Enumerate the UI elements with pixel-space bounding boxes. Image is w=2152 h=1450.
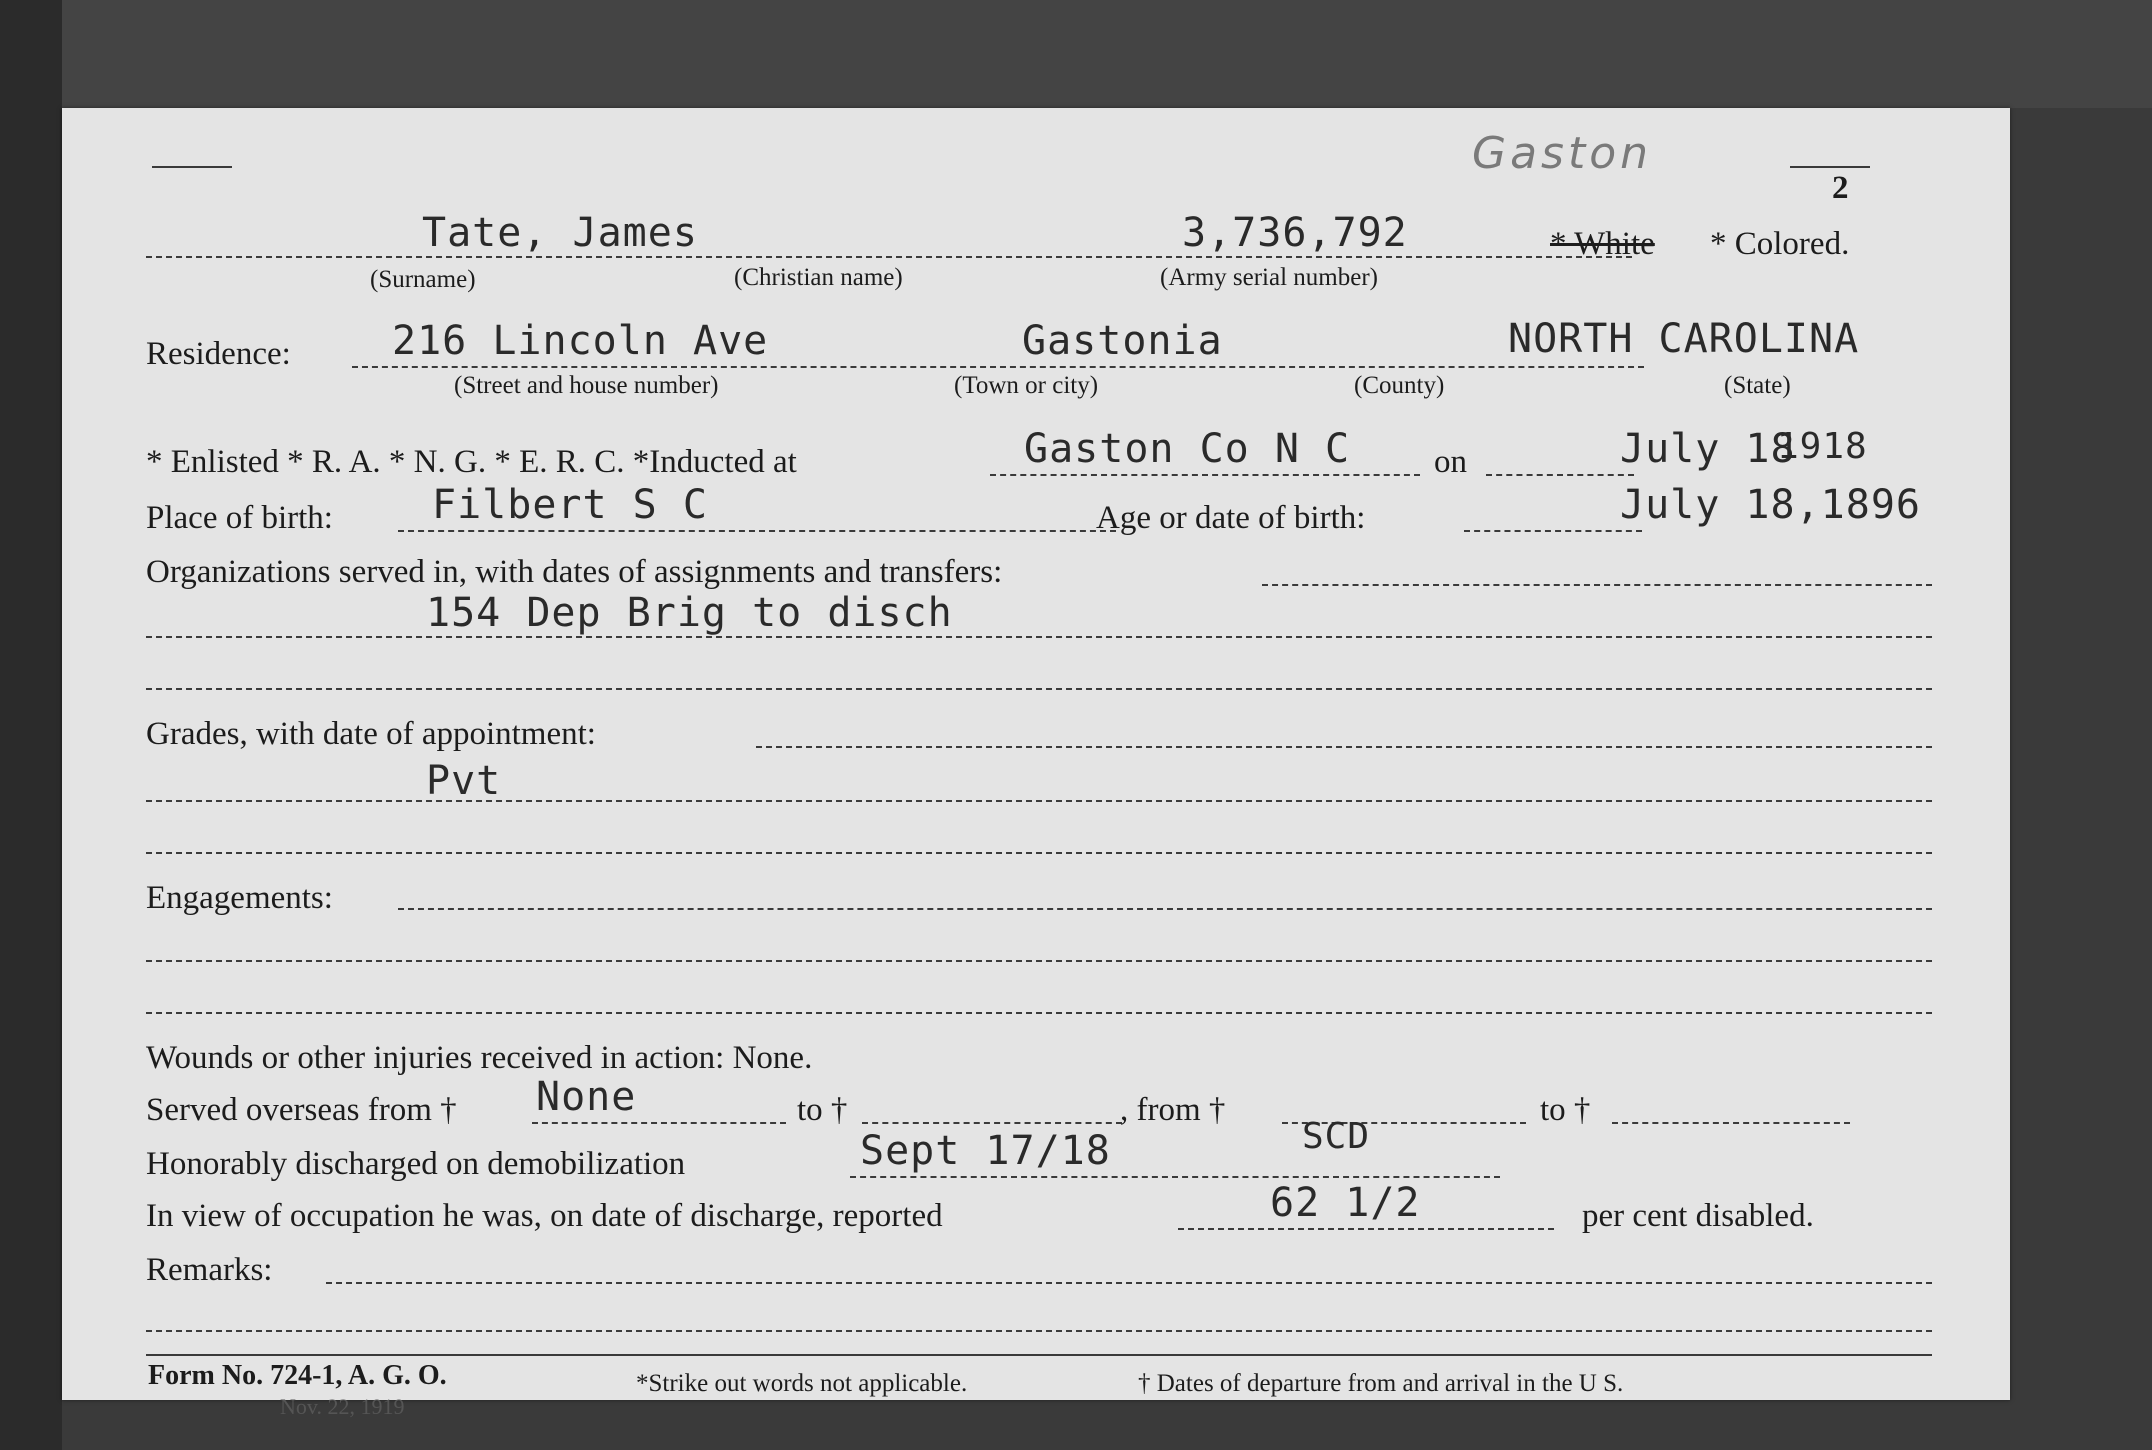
christian-name-caption: (Christian name): [734, 264, 903, 291]
county-caption: (County): [1354, 372, 1445, 399]
birth-date-value: July 18,1896: [1620, 482, 1921, 528]
residence-label: Residence:: [146, 336, 291, 372]
top-right-rule: [1790, 166, 1870, 168]
inducted-date-line: [1486, 474, 1634, 476]
service-record-card: [62, 108, 2010, 1419]
organizations-line-2: [146, 636, 1932, 638]
overseas-from-line: [532, 1122, 786, 1124]
organizations-line-3: [146, 688, 1932, 690]
remarks-line-2: [146, 1330, 1932, 1332]
birth-date-line: [1464, 530, 1642, 532]
overseas-from-value: None: [536, 1074, 637, 1120]
scan-background-left: [0, 0, 62, 1450]
engagements-line-3: [146, 1012, 1932, 1014]
top-left-rule: [152, 166, 232, 168]
engagements-line-1: [398, 908, 1932, 910]
street-caption: (Street and house number): [454, 372, 719, 399]
scan-background-top: [0, 0, 2152, 108]
remarks-label: Remarks:: [146, 1252, 273, 1288]
street-value: 216 Lincoln Ave: [392, 318, 769, 364]
engagements-line-2: [146, 960, 1932, 962]
discharge-code-value: SCD: [1302, 1116, 1371, 1157]
card-number: 2: [1832, 170, 1849, 206]
residence-line: [352, 366, 1644, 368]
footnote-dates: † Dates of departure from and arrival in the U S.: [1138, 1370, 1624, 1397]
state-caption: (State): [1724, 372, 1791, 399]
birth-place-label: Place of birth:: [146, 500, 333, 536]
enlistment-label: * Enlisted * R. A. * N. G. * E. R. C. *Inducted at: [146, 444, 797, 480]
on-label: on: [1434, 444, 1467, 480]
discharge-label: Honorably discharged on demobilization: [146, 1146, 686, 1182]
birth-place-value: Filbert S C: [432, 482, 708, 528]
inducted-year-value: 1918: [1777, 426, 1868, 467]
surname-name-value: Tate, James: [422, 210, 698, 256]
disability-value: 62 1/2: [1270, 1180, 1421, 1226]
overseas-from-label-2: , from †: [1120, 1092, 1226, 1128]
overseas-to-line-2: [1612, 1122, 1850, 1124]
discharge-line: [850, 1176, 1500, 1178]
race-colored-label: * Colored.: [1710, 226, 1850, 262]
disability-label: In view of occupation he was, on date of discharge, reported: [146, 1198, 943, 1234]
inducted-at-line: [990, 474, 1420, 476]
engagements-label: Engagements:: [146, 880, 333, 916]
footer-rule: [146, 1354, 1932, 1356]
army-serial-value: 3,736,792: [1182, 210, 1408, 256]
birth-place-line: [398, 530, 1116, 532]
grade-value: Pvt: [426, 758, 502, 804]
discharge-date-value: Sept 17/18: [860, 1128, 1111, 1174]
grades-line-1: [756, 746, 1932, 748]
organizations-line-1: [1262, 584, 1932, 586]
overseas-to-label: to †: [797, 1092, 848, 1128]
serial-caption: (Army serial number): [1160, 264, 1378, 291]
town-caption: (Town or city): [954, 372, 1099, 399]
per-cent-label: per cent disabled.: [1582, 1198, 1814, 1234]
inducted-at-value: Gaston Co N C: [1024, 426, 1351, 472]
footnote-strike-out: *Strike out words not applicable.: [636, 1370, 968, 1397]
overseas-label: Served overseas from †: [146, 1092, 457, 1128]
overseas-to-label-2: to †: [1540, 1092, 1591, 1128]
age-label: Age or date of birth:: [1096, 500, 1366, 536]
overseas-to-line: [862, 1122, 1122, 1124]
form-number: Form No. 724-1, A. G. O.: [148, 1360, 447, 1391]
name-line: [146, 256, 1632, 258]
organizations-label: Organizations served in, with dates of assignments and transfers:: [146, 554, 1003, 590]
state-value: NORTH CAROLINA: [1508, 316, 1860, 362]
form-date: Nov. 22, 1919: [280, 1394, 405, 1419]
grades-line-2: [146, 800, 1932, 802]
wounds-label: Wounds or other injuries received in action: None.: [146, 1040, 813, 1076]
grades-line-3: [146, 852, 1932, 854]
inducted-date-value: July 18: [1620, 426, 1796, 472]
county-handwritten-note: Gaston: [1472, 128, 1653, 179]
disability-line: [1178, 1228, 1554, 1230]
grades-label: Grades, with date of appointment:: [146, 716, 596, 752]
remarks-line-1: [326, 1282, 1932, 1284]
surname-caption: (Surname): [370, 266, 476, 293]
town-value: Gastonia: [1022, 318, 1223, 364]
organizations-value: 154 Dep Brig to disch: [426, 590, 953, 636]
race-white-label: * White: [1550, 226, 1655, 262]
